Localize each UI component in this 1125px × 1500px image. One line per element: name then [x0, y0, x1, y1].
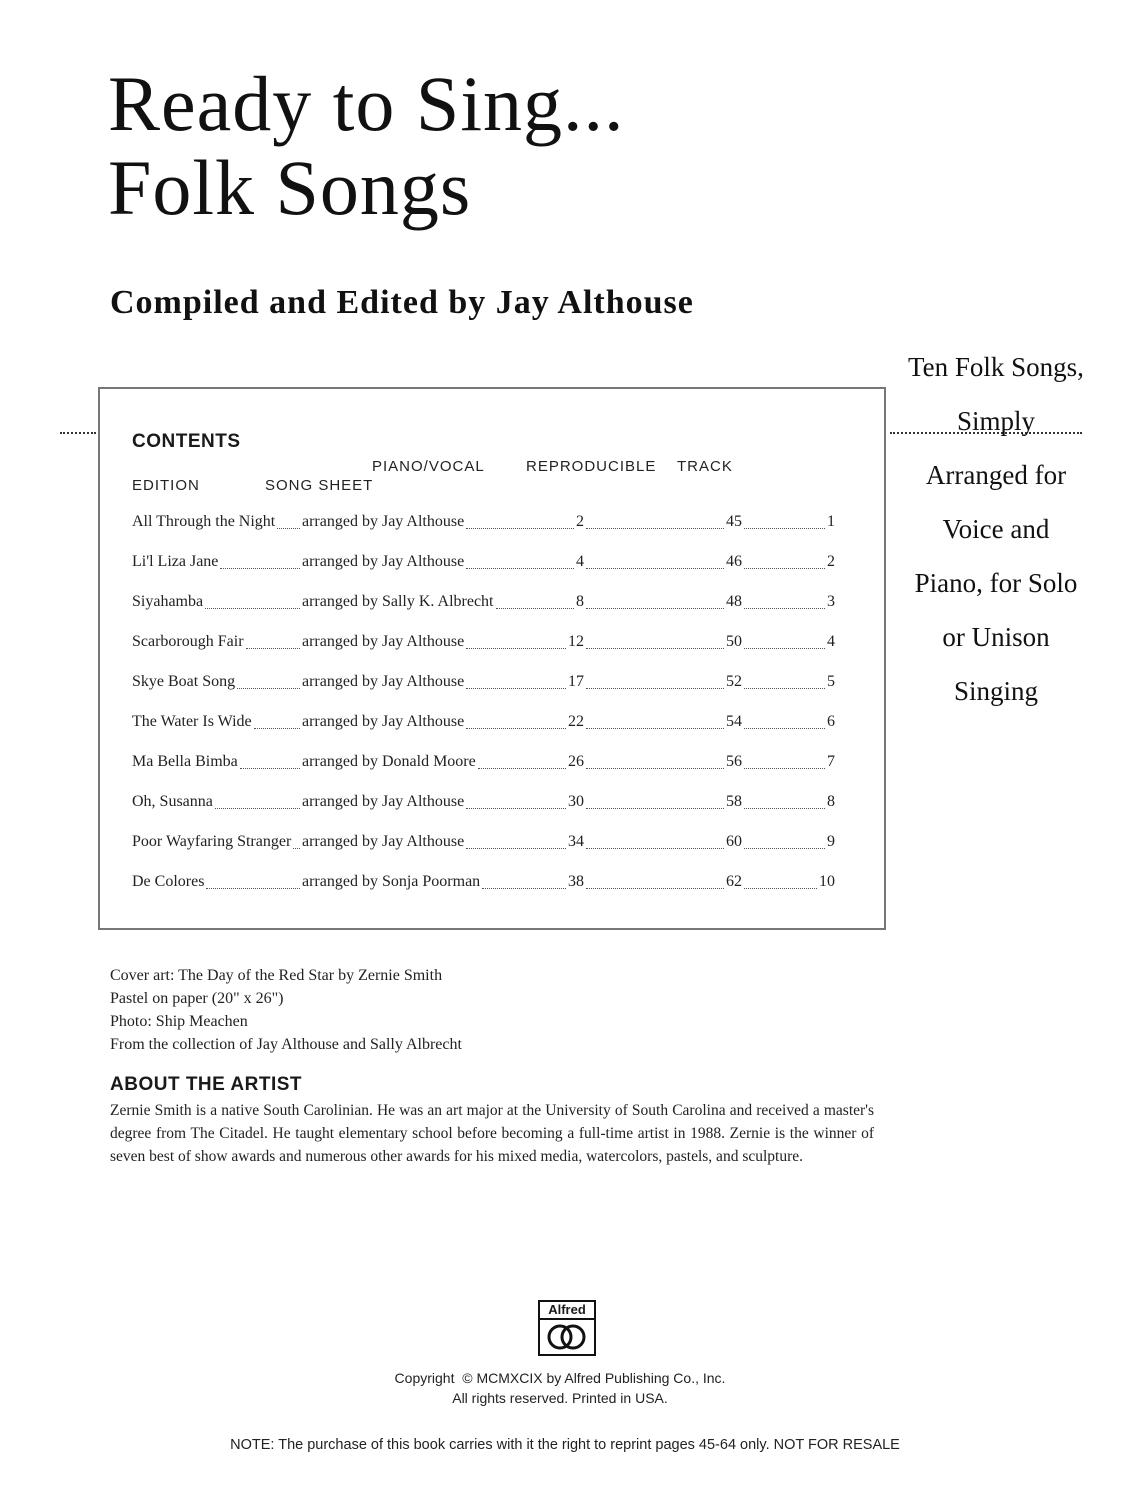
song-title: The Water Is Wide: [132, 713, 252, 730]
piano-vocal-page: 34: [568, 833, 584, 850]
piano-vocal-page: 30: [568, 793, 584, 810]
dot-leader: [744, 728, 825, 729]
piano-vocal-page: 12: [568, 633, 584, 650]
column-header-piano-vocal: PIANO/VOCAL: [372, 458, 485, 475]
dot-leader: [293, 848, 300, 849]
song-arranger: arranged by Jay Althouse: [302, 833, 465, 850]
contents-row: [132, 793, 836, 817]
dot-leader: [586, 728, 724, 729]
dot-leader: [466, 808, 566, 809]
credit-line: Photo: Ship Meachen: [110, 1013, 248, 1030]
dot-leader: [586, 848, 724, 849]
song-arranger: arranged by Sally K. Albrecht: [302, 593, 494, 610]
dot-leader: [586, 528, 724, 529]
dot-leader: [237, 688, 300, 689]
dot-leader: [466, 528, 574, 529]
contents-row: [132, 593, 836, 617]
dot-leader: [744, 688, 825, 689]
dot-leader: [744, 648, 825, 649]
column-header-song-sheet: SONG SHEET: [265, 477, 374, 494]
song-title: All Through the Night: [132, 513, 276, 530]
song-title: Poor Wayfaring Stranger: [132, 833, 292, 850]
dot-leader: [586, 648, 724, 649]
song-arranger: arranged by Jay Althouse: [302, 793, 465, 810]
song-title: Skye Boat Song: [132, 673, 236, 690]
contents-row: [132, 513, 836, 537]
dot-leader: [586, 888, 724, 889]
track-number: 4: [827, 633, 835, 650]
reproducible-page: 56: [726, 753, 742, 770]
column-header-track: TRACK: [677, 458, 733, 475]
song-title: Siyahamba: [132, 593, 204, 610]
piano-vocal-page: 22: [568, 713, 584, 730]
piano-vocal-page: 2: [576, 513, 584, 530]
dot-leader: [586, 568, 724, 569]
reproducible-page: 45: [726, 513, 742, 530]
track-number: 9: [827, 833, 835, 850]
tagline-line: Simply: [956, 406, 1036, 436]
tagline-line: Ten Folk Songs,: [908, 352, 1084, 382]
logo-text: Alfred: [540, 1302, 594, 1320]
cover-credits: [110, 964, 462, 1056]
piano-vocal-page: 8: [576, 593, 584, 610]
song-title: Scarborough Fair: [132, 633, 244, 650]
alfred-logo: [538, 1300, 596, 1356]
track-number: 7: [827, 753, 835, 770]
dot-leader: [482, 888, 566, 889]
tagline-line: Arranged for: [925, 460, 1067, 490]
tagline: [896, 340, 1096, 718]
dot-leader: [466, 848, 566, 849]
piano-vocal-page: 4: [576, 553, 584, 570]
track-number: 2: [827, 553, 835, 570]
dot-leader: [466, 688, 566, 689]
track-number: 8: [827, 793, 835, 810]
tagline-line: Singing: [953, 676, 1039, 706]
dot-leader: [744, 568, 825, 569]
dot-leader: [744, 528, 825, 529]
reproducible-page: 60: [726, 833, 742, 850]
reproducible-page: 46: [726, 553, 742, 570]
dot-leader: [586, 608, 724, 609]
column-header-reproducible: REPRODUCIBLE: [526, 458, 657, 475]
copyright-block: [300, 1368, 820, 1408]
contents-row: [132, 873, 836, 897]
book-title: [108, 62, 625, 230]
credit-line: Pastel on paper (20" x 26"): [110, 990, 284, 1007]
song-title: Li'l Liza Jane: [132, 553, 219, 570]
title-line-1: Ready to Sing...: [108, 60, 625, 147]
dot-leader: [496, 608, 575, 609]
song-arranger: arranged by Sonja Poorman: [302, 873, 481, 890]
track-number: 1: [827, 513, 835, 530]
dot-leader: [277, 528, 300, 529]
tagline-line: or Unison: [942, 622, 1050, 652]
song-arranger: arranged by Jay Althouse: [302, 673, 465, 690]
dot-leader: [206, 888, 300, 889]
track-number: 3: [827, 593, 835, 610]
dot-leader: [586, 808, 724, 809]
about-heading: ABOUT THE ARTIST: [110, 1074, 303, 1095]
piano-vocal-page: 26: [568, 753, 584, 770]
reproducible-page: 48: [726, 593, 742, 610]
dot-leader: [254, 728, 300, 729]
piano-vocal-page: 17: [568, 673, 584, 690]
dot-leader: [466, 648, 566, 649]
resale-note: NOTE: The purchase of this book carries with it the right to reprint pages 45-64 only. NOT FOR RESALE: [230, 1437, 900, 1453]
song-arranger: arranged by Donald Moore: [302, 753, 476, 770]
rights-line: All rights reserved. Printed in USA.: [452, 1390, 668, 1406]
dot-leader: [240, 768, 300, 769]
contents-row: [132, 673, 836, 697]
dot-leader: [744, 888, 817, 889]
song-arranger: arranged by Jay Althouse: [302, 713, 465, 730]
contents-box: [98, 387, 886, 930]
tagline-line: Piano, for Solo: [914, 568, 1078, 598]
song-title: Ma Bella Bimba: [132, 753, 238, 770]
reproducible-page: 50: [726, 633, 742, 650]
dot-leader: [586, 768, 724, 769]
dot-leader: [205, 608, 300, 609]
copyright-line: Copyright © MCMXCIX by Alfred Publishing Co., Inc.: [394, 1370, 726, 1386]
column-header-edition: EDITION: [132, 477, 200, 494]
dot-leader: [466, 728, 566, 729]
track-number: 5: [827, 673, 835, 690]
dot-leader: [478, 768, 566, 769]
dot-leader: [246, 648, 300, 649]
about-text: Zernie Smith is a native South Carolinian. He was an art major at the University of South Carolina and received a master's degree from The Citadel. He taught elementary school before becoming a full-time artist in 1988. Zernie is the winner of seven best of show awards and numerous other awards for his mixed media, watercolors, pastels, and sculpture.: [110, 1102, 874, 1165]
contents-row: [132, 833, 836, 857]
dot-leader: [744, 608, 825, 609]
song-title: De Colores: [132, 873, 205, 890]
dot-leader: [744, 768, 825, 769]
track-number: 10: [819, 873, 835, 890]
contents-row: [132, 753, 836, 777]
dotted-divider-left: [60, 432, 96, 434]
reproducible-page: 54: [726, 713, 742, 730]
tagline-line: Voice and: [942, 514, 1050, 544]
dot-leader: [466, 568, 574, 569]
piano-vocal-page: 38: [568, 873, 584, 890]
contents-heading: CONTENTS: [132, 431, 241, 452]
song-arranger: arranged by Jay Althouse: [302, 513, 465, 530]
song-arranger: arranged by Jay Althouse: [302, 633, 465, 650]
contents-row: [132, 553, 836, 577]
reproducible-page: 58: [726, 793, 742, 810]
dot-leader: [586, 688, 724, 689]
logo-emblem-icon: [540, 1320, 594, 1354]
subtitle: Compiled and Edited by Jay Althouse: [110, 284, 694, 321]
contents-row: [132, 713, 836, 737]
credit-line: Cover art: The Day of the Red Star by Zernie Smith: [110, 967, 443, 984]
reproducible-page: 52: [726, 673, 742, 690]
track-number: 6: [827, 713, 835, 730]
dot-leader: [220, 568, 300, 569]
reproducible-page: 62: [726, 873, 742, 890]
dot-leader: [744, 848, 825, 849]
song-title: Oh, Susanna: [132, 793, 213, 810]
song-arranger: arranged by Jay Althouse: [302, 553, 465, 570]
dot-leader: [744, 808, 825, 809]
credit-line: From the collection of Jay Althouse and Sally Albrecht: [110, 1036, 462, 1053]
dot-leader: [215, 808, 300, 809]
title-line-2: Folk Songs: [108, 144, 472, 231]
contents-row: [132, 633, 836, 657]
